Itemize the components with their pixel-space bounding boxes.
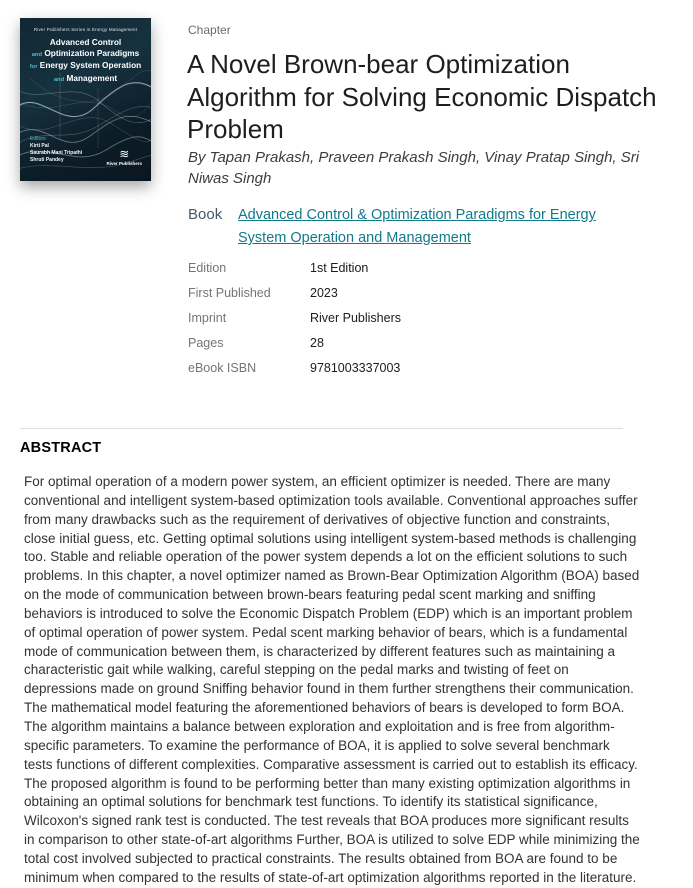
metadata-label: Edition bbox=[188, 260, 227, 275]
cover-editor-name: Shruti Pandey bbox=[30, 157, 64, 163]
metadata-row bbox=[188, 330, 608, 355]
waves-logo-icon: ≋ bbox=[119, 147, 130, 161]
metadata-label: eBook ISBN bbox=[188, 360, 257, 375]
abstract-heading: ABSTRACT bbox=[20, 440, 102, 456]
metadata-value: 9781003337003 bbox=[310, 360, 401, 375]
cover-title-line: and Management bbox=[53, 72, 118, 83]
cover-title-line: and Optimization Paradigms bbox=[31, 47, 140, 58]
metadata-value: 2023 bbox=[310, 285, 338, 300]
metadata-row bbox=[188, 280, 608, 305]
cover-title-line: Advanced Control bbox=[49, 37, 122, 47]
metadata-row bbox=[188, 305, 608, 330]
metadata-label: Imprint bbox=[188, 310, 227, 325]
metadata-value: 1st Edition bbox=[310, 260, 369, 275]
river-publishers-logo bbox=[106, 149, 142, 166]
cover-editors bbox=[30, 136, 82, 164]
metadata-row bbox=[188, 355, 608, 380]
cover-editor-name: Saurabh Mani Tripathi bbox=[30, 150, 83, 156]
book-row bbox=[188, 204, 638, 250]
cover-book-title bbox=[20, 37, 151, 85]
metadata-row bbox=[188, 255, 608, 280]
abstract-text: For optimal operation of a modern power system, an efficient optimizer is needed. There are many conventional and intelligent system-based optimization tools available. Conventional approaches suffer from many drawbacks such as the requirement of derivatives of objective function and constraints, close initial guess, etc. Getting optimal solutions using intelligent system-based methods is challenging too. Stable and reliable operation of the power system depends a lot on the efficient solutions to such problems. In this chapter, a novel optimizer named as Brown-Bear Optimization Algorithm (BOA) based on the mode of communication between brown-bears featuring pedal scent marking and sniffing behaviors is introduced to solve the Economic Dispatch Problem (EDP) which is an important problem of optimal operation of power system. Pedal scent marking behavior of bears, which is a fundamental mode of communication between them, is characterized by different features such as maintaining a characteristic gait while walking, careful stepping on the pedal marks and twisting of feet on depressions made on ground Sniffing behavior found in them further strengthens their communication. The mathematical model featuring the aforementioned behaviors of bears is developed to form BOA. The algorithm maintains a balance between exploration and exploitation and is free from algorithm-specific parameters. To examine the performance of BOA, it is applied to solve several benchmark tests functions of different complexities. Comparative assessment is carried out to establish its efficacy. The proposed algorithm is found to be performing better than many existing optimization algorithms in obtaining an optimal solutions for benchmark test functions. To identify its statistical significance, Wilcoxon's signed rank test is conducted. The test reveals that BOA produces more significant results in comparison to other state-of-art algorithms Further, BOA is utilized to solve EDP while minimizing the total cost involved subjected to practical constraints. The results obtained from BOA are found to be minimum when compared to the results of state-of-art optimization algorithms reported in the literature. bbox=[24, 474, 640, 885]
metadata-table bbox=[188, 255, 608, 380]
chapter-label: Chapter bbox=[188, 23, 231, 37]
cover-title-line: for Energy System Operation bbox=[29, 60, 142, 71]
metadata-value: 28 bbox=[310, 335, 324, 350]
book-title-link[interactable]: Advanced Control & Optimization Paradigms for Energy System Operation and Management bbox=[238, 207, 596, 246]
metadata-label: Pages bbox=[188, 335, 224, 350]
cover-editor-name: Kirti Pal bbox=[30, 143, 49, 149]
metadata-label: First Published bbox=[188, 285, 271, 300]
section-divider bbox=[20, 428, 623, 429]
cover-series-title: River Publishers Series in Energy Management bbox=[33, 27, 138, 32]
publisher-name: River Publishers bbox=[106, 161, 142, 166]
cover-editors-label: Editors: bbox=[30, 136, 47, 142]
book-cover bbox=[20, 18, 151, 181]
book-label: Book bbox=[188, 206, 223, 223]
page-title: A Novel Brown-bear Optimization Algorithm for Solving Economic Dispatch Problem bbox=[187, 49, 657, 144]
book-cover-art bbox=[20, 18, 151, 181]
byline: By Tapan Prakash, Praveen Prakash Singh, Vinay Pratap Singh, Sri Niwas Singh bbox=[188, 149, 640, 187]
metadata-value: River Publishers bbox=[310, 310, 402, 325]
